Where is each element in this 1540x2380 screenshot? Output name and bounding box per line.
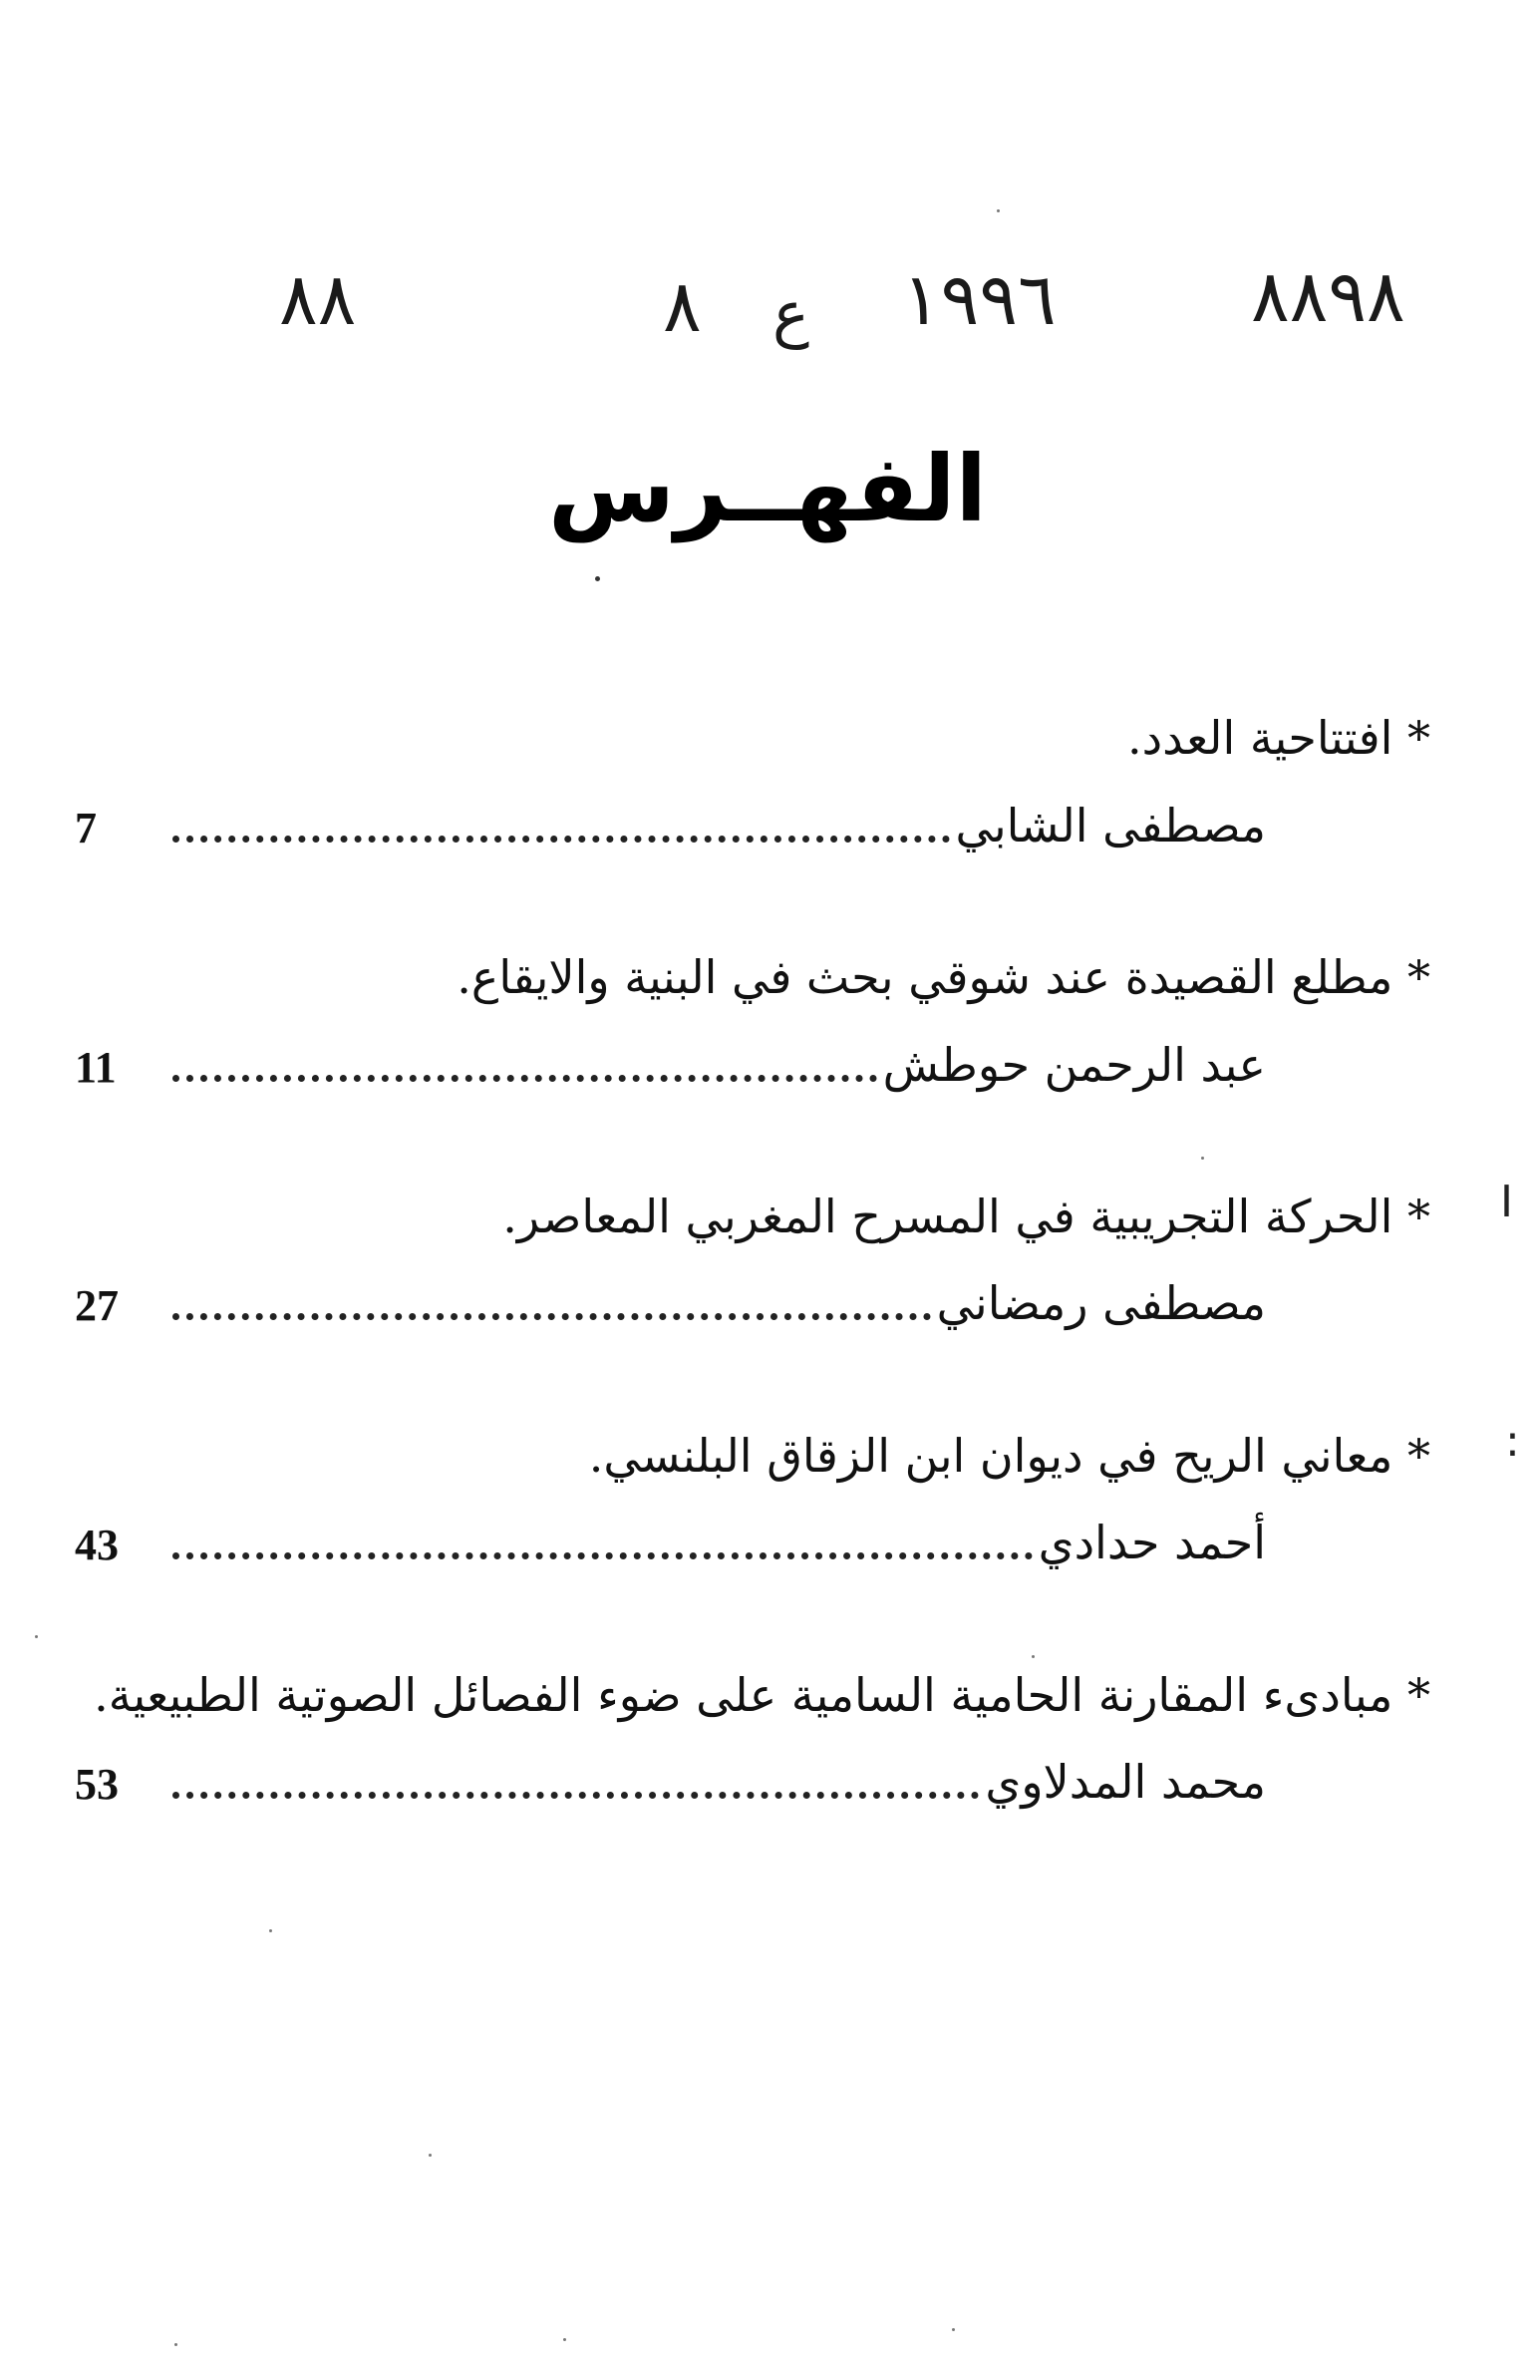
entry-title: * معاني الريح في ديوان ابن الزقاق البلنسي. — [588, 1429, 1430, 1483]
handwritten-issue-number: ٨ — [663, 264, 702, 348]
scan-speck — [429, 2154, 432, 2157]
scan-speck — [997, 209, 1000, 212]
handwritten-page-reference: ٨٨ — [279, 257, 357, 341]
entry-page-number: 11 — [75, 1043, 117, 1092]
dot-leader — [172, 1075, 877, 1082]
dot-leader — [172, 836, 950, 843]
entry-page-number: 53 — [75, 1760, 119, 1809]
entry-title: * مبادىء المقارنة الحامية السامية على ضوء الفصائل الصوتية الطبيعية. — [94, 1668, 1430, 1722]
dot-leader — [172, 1792, 979, 1799]
entry-author: محمد المدلاوي — [985, 1755, 1266, 1809]
entry-page-number: 43 — [75, 1521, 119, 1569]
stray-dot — [595, 576, 600, 581]
entry-line — [75, 1508, 1266, 1571]
entry-line — [75, 1268, 1266, 1332]
entry-line — [75, 791, 1266, 854]
handwritten-catalog-number: ٨٨٩٨ — [1251, 254, 1405, 338]
entry-author: مصطفى الشابي — [955, 799, 1266, 852]
page-title: الفهــرس — [547, 436, 988, 542]
entry-title: * مطلع القصيدة عند شوقي بحث في البنية والايقاع. — [457, 950, 1430, 1004]
entry-author: مصطفى رمضاني — [936, 1276, 1266, 1330]
scan-speck — [35, 1635, 38, 1638]
entry-title: * افتتاحية العدد. — [1126, 711, 1430, 765]
scan-speck — [174, 2343, 177, 2346]
entry-page-number: 27 — [75, 1281, 119, 1330]
margin-mark: : — [1505, 1416, 1520, 1467]
scan-speck — [269, 1929, 272, 1932]
handwritten-issue-label: ع — [772, 277, 809, 350]
entry-line — [75, 1030, 1266, 1094]
scan-speck — [952, 2328, 955, 2331]
margin-mark: I — [1500, 1177, 1513, 1227]
scan-speck — [563, 2338, 566, 2341]
entry-title: * الحركة التجريبية في المسرح المغربي المعاصر. — [502, 1190, 1430, 1243]
dot-leader — [172, 1552, 1033, 1559]
handwritten-year: ١٩٩٦ — [902, 257, 1057, 341]
entry-author: أحمد حدادي — [1038, 1516, 1266, 1569]
scan-speck — [1201, 1157, 1204, 1160]
dot-leader — [172, 1313, 931, 1320]
entry-line — [75, 1747, 1266, 1811]
scan-speck — [1032, 1655, 1035, 1658]
entry-page-number: 7 — [75, 804, 97, 852]
entry-author: عبد الرحمن حوطش — [882, 1038, 1266, 1092]
